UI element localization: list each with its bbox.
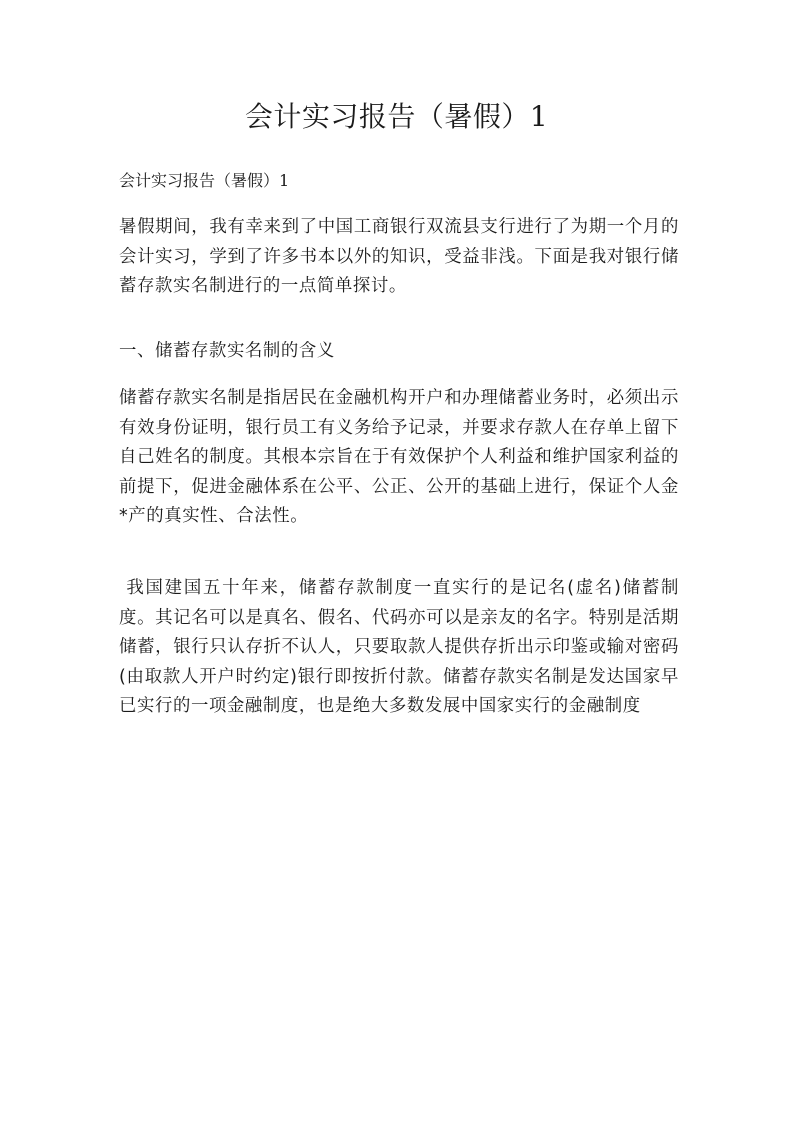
history-paragraph: 我国建国五十年来，储蓄存款制度一直实行的是记名(虚名)储蓄制度。其记名可以是真名、假名、代码亦可以是亲友的名字。特别是活期储蓄，银行只认存折不认人，只要取款人提供存折出示印鉴或输对密码(由取款人开户时约定)银行即按折付款。储蓄存款实名制是发达国家早已实行的一项金融制度，也是绝大多数发展中国家实行的金融制度 bbox=[119, 578, 679, 716]
document-title: 会计实习报告（暑假）1 bbox=[244, 100, 549, 133]
definition-paragraph: 储蓄存款实名制是指居民在金融机构开户和办理储蓄业务时，必须出示有效身份证明，银行员工有义务给予记录，并要求存款人在存单上留下自己姓名的制度。其根本宗旨在于有效保护个人利益和维护国家利益的前提下，促进金融体系在公平、公正、公开的基础上进行，保证个人金*产的真实性、合法性。 bbox=[119, 388, 679, 526]
section-heading: 一、储蓄存款实名制的含义 bbox=[119, 341, 335, 361]
intro-paragraph: 暑假期间，我有幸来到了中国工商银行双流县支行进行了为期一个月的会计实习，学到了许多书本以外的知识，受益非浅。下面是我对银行储蓄存款实名制进行的一点简单探讨。 bbox=[119, 217, 679, 296]
document-subtitle: 会计实习报告（暑假）1 bbox=[119, 171, 290, 190]
